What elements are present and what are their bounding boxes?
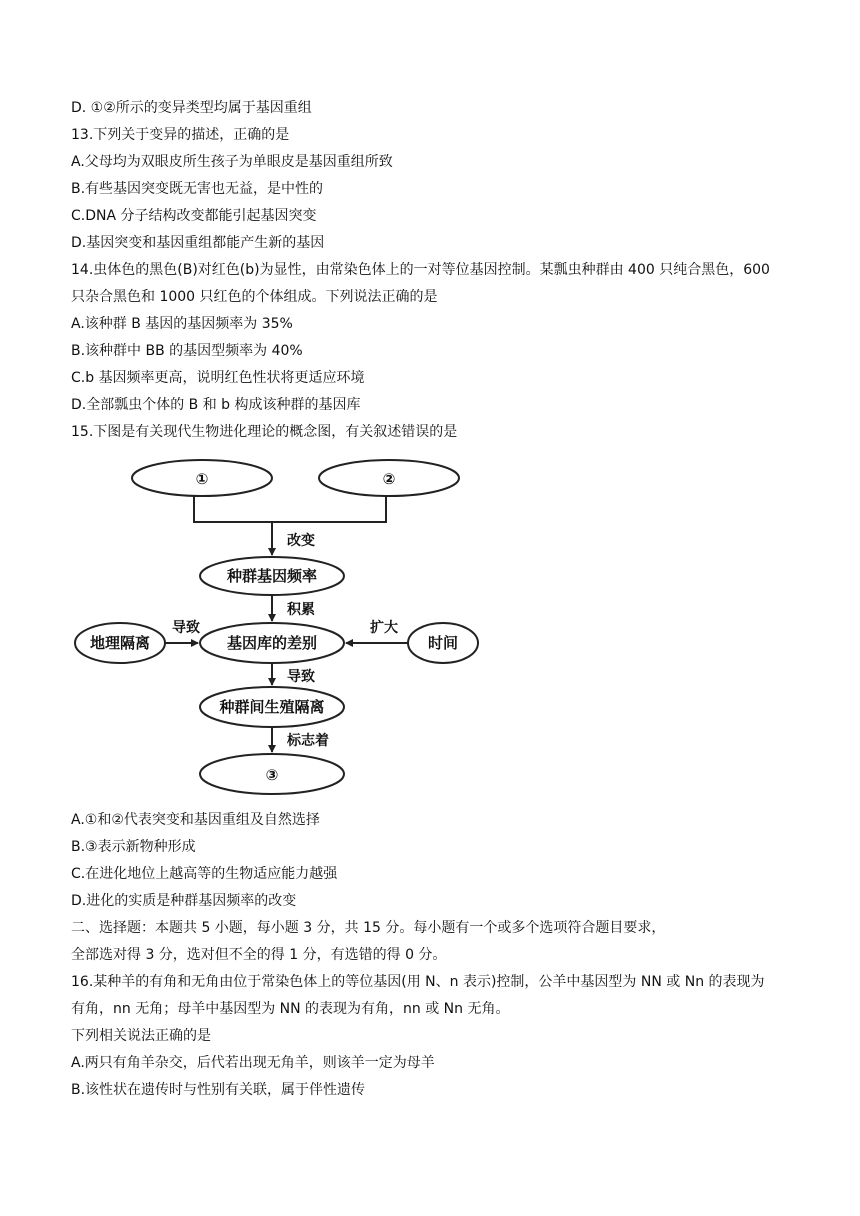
option-14d: D.全部瓢虫个体的 B 和 b 构成该种群的基因库: [71, 397, 361, 413]
option-16b: B.该性状在遗传时与性别有关联，属于伴性遗传: [71, 1082, 366, 1098]
option-14b: B.该种群中 BB 的基因型频率为 40%: [71, 343, 303, 359]
concept-diagram: [70, 452, 490, 802]
node3-label: ③: [265, 766, 279, 784]
geo-isolation-label: 地理隔离: [89, 634, 151, 652]
option-16a: A.两只有角羊杂交，后代若出现无角羊，则该羊一定为母羊: [71, 1055, 435, 1071]
question-16-line1: 16.某种羊的有角和无角由位于常染色体上的等位基因(用 N、n 表示)控制，公羊中基因型为 NN 或 Nn 的表现为: [71, 974, 765, 990]
node2-label: ②: [382, 470, 396, 488]
edge-lead-left-label: 导致: [172, 620, 200, 636]
edge-expand-label: 扩大: [370, 620, 398, 636]
question-14-line1: 14.虫体色的黑色(B)对红色(b)为显性，由常染色体上的一对等位基因控制。某瓢虫种群由 400 只纯合黑色，600: [71, 262, 770, 278]
edge-lead-down-label: 导致: [287, 669, 315, 685]
merge-connector: [194, 496, 386, 522]
edge-mark-label: 标志着: [287, 733, 329, 749]
question-16-line2: 有角，nn 无角；母羊中基因型为 NN 的表现为有角，nn 或 Nn 无角。: [71, 1001, 510, 1017]
option-13d: D.基因突变和基因重组都能产生新的基因: [71, 235, 325, 251]
gene-pool-diff-label: 基因库的差别: [226, 634, 318, 652]
question-13: 13.下列关于变异的描述，正确的是: [71, 127, 290, 143]
option-15c: C.在进化地位上越高等的生物适应能力越强: [71, 866, 338, 882]
option-13c: C.DNA 分子结构改变都能引起基因突变: [71, 208, 317, 224]
edge-accumulate-label: 积累: [287, 602, 315, 618]
option-14c: C.b 基因频率更高，说明红色性状将更适应环境: [71, 370, 365, 386]
option-14a: A.该种群 B 基因的基因频率为 35%: [71, 316, 293, 332]
option-15d: D.进化的实质是种群基因频率的改变: [71, 893, 297, 909]
question-14-line2: 只杂合黑色和 1000 只红色的个体组成。下列说法正确的是: [71, 289, 438, 305]
option-13a: A.父母均为双眼皮所生孩子为单眼皮是基因重组所致: [71, 154, 393, 170]
line-d-12: D. ①②所示的变异类型均属于基因重组: [71, 100, 312, 116]
question-16-line3: 下列相关说法正确的是: [71, 1028, 211, 1044]
question-15: 15.下图是有关现代生物进化理论的概念图，有关叙述错误的是: [71, 424, 458, 440]
node1-label: ①: [195, 470, 209, 488]
option-15a: A.①和②代表突变和基因重组及自然选择: [71, 812, 320, 828]
option-13b: B.有些基因突变既无害也无益，是中性的: [71, 181, 324, 197]
option-15b: B.③表示新物种形成: [71, 839, 196, 855]
section-2-heading-line1: 二、选择题：本题共 5 小题，每小题 3 分，共 15 分。每小题有一个或多个选项符合题目要求，: [71, 920, 666, 936]
gene-freq-label: 种群基因频率: [226, 567, 318, 585]
edge-change-label: 改变: [287, 533, 315, 549]
time-label: 时间: [427, 634, 459, 652]
section-2-heading-line2: 全部选对得 3 分，选对但不全的得 1 分，有选错的得 0 分。: [71, 947, 447, 963]
repro-isolation-label: 种群间生殖隔离: [219, 698, 325, 716]
